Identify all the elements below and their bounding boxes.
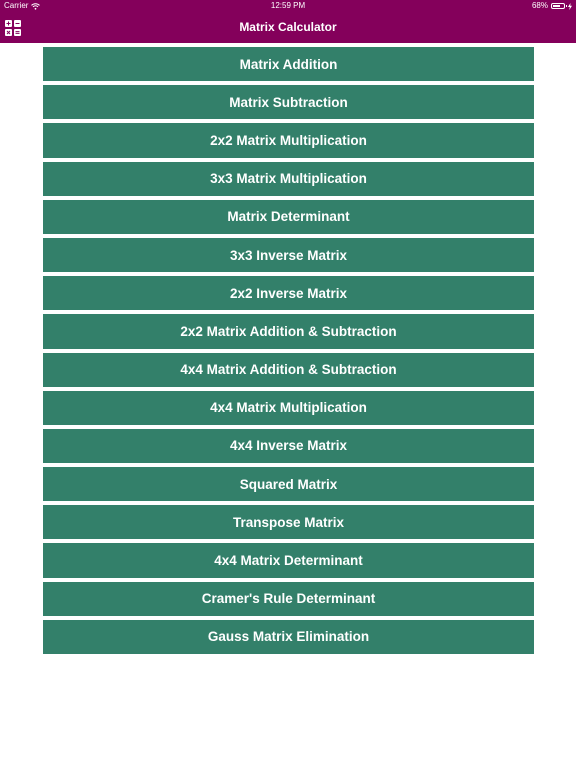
battery-percent: 68% (531, 1, 548, 10)
status-right (532, 0, 572, 12)
3x3-matrix-multiplication-button[interactable]: 3x3 Matrix Multiplication (43, 162, 534, 196)
2x2-matrix-addition-subtraction-button[interactable]: 2x2 Matrix Addition & Subtraction (43, 314, 534, 348)
2x2-matrix-multiplication-button[interactable]: 2x2 Matrix Multiplication (43, 123, 534, 157)
4x4-matrix-determinant-button[interactable]: 4x4 Matrix Determinant (43, 543, 534, 577)
4x4-matrix-multiplication-button[interactable]: 4x4 Matrix Multiplication (43, 391, 534, 425)
transpose-matrix-button[interactable]: Transpose Matrix (43, 505, 534, 539)
4x4-matrix-addition-subtraction-button[interactable]: 4x4 Matrix Addition & Subtraction (43, 353, 534, 387)
matrix-subtraction-button[interactable]: Matrix Subtraction (43, 85, 534, 119)
2x2-inverse-matrix-button[interactable]: 2x2 Inverse Matrix (43, 276, 534, 310)
charging-bolt-icon (568, 3, 572, 10)
cramers-rule-determinant-button[interactable]: Cramer's Rule Determinant (43, 582, 534, 616)
battery-icon (551, 3, 565, 9)
battery-fill (553, 5, 560, 7)
4x4-inverse-matrix-button[interactable]: 4x4 Inverse Matrix (43, 429, 534, 463)
calculator-menu (43, 47, 534, 654)
status-time: 12:59 PM (270, 1, 306, 10)
status-bar (0, 0, 576, 12)
gauss-matrix-elimination-button[interactable]: Gauss Matrix Elimination (43, 620, 534, 654)
carrier-label: Carrier (4, 1, 29, 10)
nav-bar (0, 12, 576, 43)
squared-matrix-button[interactable]: Squared Matrix (43, 467, 534, 501)
page-title: Matrix Calculator (239, 20, 337, 34)
matrix-determinant-button[interactable]: Matrix Determinant (43, 200, 534, 234)
matrix-addition-button[interactable]: Matrix Addition (43, 47, 534, 81)
3x3-inverse-matrix-button[interactable]: 3x3 Inverse Matrix (43, 238, 534, 272)
